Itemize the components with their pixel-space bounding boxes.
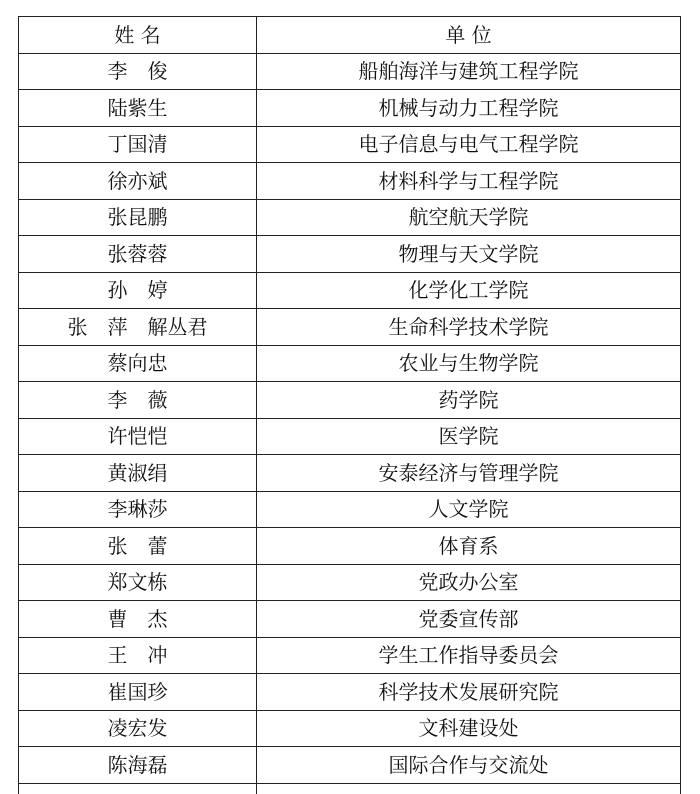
cell-unit: 国际合作与交流处	[257, 747, 681, 784]
table-row	[19, 345, 681, 382]
cell-unit: 航空航天学院	[257, 199, 681, 236]
cell-name: 崔国珍	[19, 674, 257, 711]
name-unit-table-container	[18, 16, 680, 794]
cell-name	[19, 783, 257, 794]
cell-unit: 体育系	[257, 528, 681, 565]
table-row	[19, 90, 681, 127]
table-row-cutoff	[19, 783, 681, 794]
cell-name: 李 俊	[19, 53, 257, 90]
cell-unit: 文科建设处	[257, 710, 681, 747]
table-row	[19, 418, 681, 455]
name-unit-table	[18, 16, 681, 794]
cell-unit	[257, 783, 681, 794]
cell-unit: 船舶海洋与建筑工程学院	[257, 53, 681, 90]
cell-name: 黄淑绢	[19, 455, 257, 492]
cell-unit: 电子信息与电气工程学院	[257, 126, 681, 163]
cell-unit: 药学院	[257, 382, 681, 419]
table-row	[19, 455, 681, 492]
table-row	[19, 710, 681, 747]
cell-name: 王 冲	[19, 637, 257, 674]
cell-name: 许恺恺	[19, 418, 257, 455]
table-row	[19, 637, 681, 674]
cell-name: 张蓉蓉	[19, 236, 257, 273]
cell-name: 张昆鹏	[19, 199, 257, 236]
table-row	[19, 564, 681, 601]
table-row	[19, 309, 681, 346]
table-row	[19, 528, 681, 565]
table-body	[19, 53, 681, 794]
cell-name: 陆紫生	[19, 90, 257, 127]
cell-unit: 党委宣传部	[257, 601, 681, 638]
cell-name: 李琳莎	[19, 491, 257, 528]
table-row	[19, 601, 681, 638]
table-row	[19, 491, 681, 528]
table-row	[19, 53, 681, 90]
table-row	[19, 674, 681, 711]
header-unit: 单 位	[257, 17, 681, 54]
cell-name: 郑文栋	[19, 564, 257, 601]
cell-name: 丁国清	[19, 126, 257, 163]
cell-unit: 学生工作指导委员会	[257, 637, 681, 674]
cell-name: 陈海磊	[19, 747, 257, 784]
table-row	[19, 382, 681, 419]
cell-unit: 党政办公室	[257, 564, 681, 601]
cell-unit: 人文学院	[257, 491, 681, 528]
cell-unit: 医学院	[257, 418, 681, 455]
cell-unit: 材料科学与工程学院	[257, 163, 681, 200]
table-row	[19, 163, 681, 200]
cell-unit: 科学技术发展研究院	[257, 674, 681, 711]
cell-unit: 农业与生物学院	[257, 345, 681, 382]
table-row	[19, 747, 681, 784]
cell-unit: 生命科学技术学院	[257, 309, 681, 346]
table-row	[19, 236, 681, 273]
header-name: 姓 名	[19, 17, 257, 54]
table-row	[19, 199, 681, 236]
cell-name: 孙 婷	[19, 272, 257, 309]
cell-unit: 化学化工学院	[257, 272, 681, 309]
cell-name: 曹 杰	[19, 601, 257, 638]
table-header-row	[19, 17, 681, 54]
cell-name: 张 蕾	[19, 528, 257, 565]
table-row	[19, 272, 681, 309]
cell-unit: 机械与动力工程学院	[257, 90, 681, 127]
cell-unit: 物理与天文学院	[257, 236, 681, 273]
table-row	[19, 126, 681, 163]
cell-name: 李 薇	[19, 382, 257, 419]
cell-name: 徐亦斌	[19, 163, 257, 200]
cell-name: 凌宏发	[19, 710, 257, 747]
cell-name: 蔡向忠	[19, 345, 257, 382]
cell-unit: 安泰经济与管理学院	[257, 455, 681, 492]
cell-name: 张 萍 解丛君	[19, 309, 257, 346]
